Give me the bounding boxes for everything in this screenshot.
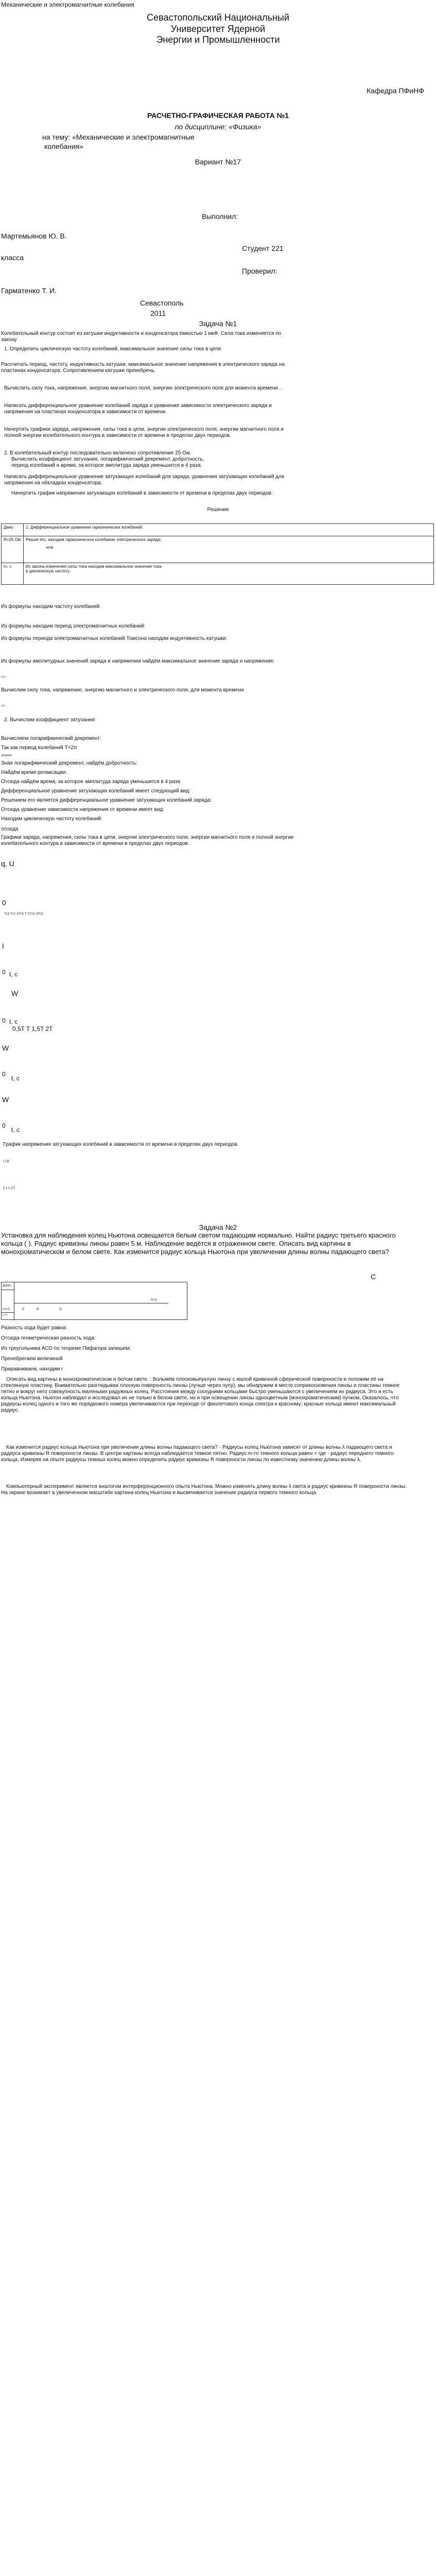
topic-line-1: на тему: «Механические и электромагнитные	[42, 133, 195, 141]
solution-diff-solution: Решением его является дифференциальное уравнение затухающих колебаний заряда:	[1, 798, 212, 803]
solution-energy-moment: Вычислим силу тока, напряжение, энергию магнитного и электрического поля, для момента времени	[1, 687, 244, 693]
task1-question-8: Начертить график напряжения затухающих колебаний в зависимости от времени в пределах двух периодов.	[11, 490, 273, 496]
graph-t-label-2: t, с	[9, 971, 18, 978]
diagram-d2: D	[59, 1308, 62, 1311]
graph-ticks-1: T/4 T/2 3T/4 T 5T/4 3T/2	[4, 912, 43, 916]
task2-step-5: Приравниваем, находим r	[1, 1366, 63, 1372]
given-header: Дано	[2, 524, 24, 536]
diagram-r-minus-d: R-d	[151, 1298, 157, 1302]
solution-frequency: Из формулы находим частоту колебаний:	[1, 604, 101, 609]
given-time: t=, с	[2, 563, 24, 585]
task2-radius-change: Как изменится радиус кольца Ньютона при увеличении длины волны падающего света? - Радиусы колец Ньютона зависят от длины волны λ падающего света и радиуса кривизны R поверхности линзы. В центре картины всегда наблюдается темное пятно. Радиус m-го темного кольца равен = где - радиус переднего темного кольца. Измеряя на опыте радиусы темных колец можно определить радиус кривизны R поверхности линзы по известному значению длины волны λ.	[1, 1445, 394, 1463]
current-max-text-2: в циклическую частоту:	[26, 569, 71, 573]
university-line-3: Энергии и Промышленности	[156, 35, 280, 45]
graph-t-label-3: t, с	[9, 1018, 18, 1025]
task1-question-6-line-3: период колебаний и время, за которое амплитуда заряда уменьшится в 4 раза.	[11, 463, 202, 468]
graph-u-label: U,B	[3, 1160, 9, 1163]
task1-intro: Колебательный контур состоит из катушки индуктивности и конденсатора ёмкостью 1 мкФ. Сила тока изменяется по закону	[1, 331, 282, 343]
solution-amplitudes: Из формулы амплитудных значений заряда и напряжения найдём максимальное значение заряда и напряжения:	[1, 658, 274, 664]
task1-title: Задача №1	[199, 319, 237, 328]
task1-question-3: Вычислить силу тока, напряжения, энергию магнитного поля, энергию электрического поля для момента времени .	[4, 385, 281, 391]
task1-question-2: Рассчитать период, частоту, индуктивность катушки, максимальное значение напряжения в электрического заряда на пластинах конденсатора. Сопротивлением катушки пренебречь.	[1, 362, 285, 374]
harmonic-solution-cell	[24, 536, 434, 563]
solution-graphs-description: Графики заряда, напряжения, силы тока в цепи, энергии электрического поля, энергии магнитного поля и полной энергии колебательного контура в зависимости от времени в пределах двух периодов.	[1, 835, 294, 846]
task1-question-6-line-2: Вычислить коэффициент затухания, логарифмический декремент, добротность,	[11, 456, 204, 462]
graph-zero-5: 0	[2, 1122, 6, 1129]
graph-w-label-2: W	[2, 1044, 9, 1052]
graph-ticks-3: 0,5T T 1,5T 2T	[12, 1025, 53, 1032]
graph-current-label: I	[2, 942, 4, 950]
graph-zero-1: 0	[2, 899, 6, 907]
checked-by-label: Проверил:	[242, 267, 277, 275]
task2-given-label: Дано	[3, 1284, 11, 1287]
solution-energy-note: =>	[1, 704, 6, 708]
task2-step-3: Из треугольника АСD по теореме Пифагора запишем:	[1, 1346, 131, 1351]
task1-question-4: Написать дифференциальное уравнение колебаний заряда и уравнения зависимости электрического заряда и напряжения на пластинах конденсатора в зависимости от времени.	[4, 403, 272, 415]
graph-w-label-1: W	[11, 989, 19, 997]
task2-given-r: r-?	[3, 1314, 7, 1317]
year-label: 2011	[150, 309, 166, 317]
solution-damping: 2. Вычислим коэффициент затухания:	[4, 717, 96, 723]
task2-title: Задача №2	[199, 1223, 237, 1231]
harmonic-solution-text: Решая его, находим гармоническое колебание электрического заряда:	[26, 537, 162, 542]
task2-computer-experiment: Компьютерный эксперимент является аналогом интерференционного опыта Ньютона. Можно изменять длину волны λ света и радиус кривизны R поверхности линзы. На экране возникает в увеличенном масштабе картина колец Ньютона и высвечивается значение радиуса первого темного кольца.	[1, 1484, 407, 1496]
task2-step-4: Пренебрегаем величиной	[1, 1356, 63, 1362]
teacher-name: Гарматенко Т. И.	[1, 286, 57, 295]
task1-question-1: 1. Определить циклическую частоту колебаний, максимальное значение силы тока в цепи.	[4, 346, 222, 352]
solution-amplitudes-note: =>:	[1, 675, 7, 679]
solution-relaxation: Найдём время релаксации:	[1, 770, 67, 775]
diagram-b: B	[37, 1308, 39, 1311]
graph-damped-caption: График напряжения затухающих колебаний в зависимости от времени в пределах двух периодов.	[3, 1142, 239, 1147]
graph-ticks-6: 0 t,c 2T	[3, 1187, 15, 1190]
university-line-2: Университет Ядерной	[170, 24, 266, 34]
given-divider-2	[2, 1312, 14, 1313]
solution-diff-eq: Дифференциальное уравнение затухающих колебаний имеет следующий вид:	[1, 788, 190, 794]
task1-question-6-line-1: 2. В колебательный контур последовательно включено сопротивление 25 Ом.	[4, 450, 191, 456]
solution-log-decrement: Вычисляем логарифмический декремент:	[1, 736, 101, 741]
student-group: Студент 221	[242, 244, 284, 252]
task2-given-m: m=3	[3, 1308, 10, 1311]
document-title-header: Механические и электромагнитные колебания	[1, 1, 134, 8]
task2-given-box	[1, 1282, 187, 1320]
graph-t-label-5: t, с	[11, 1126, 20, 1133]
solution-cyclic-frequency: Находим циклическую частоту колебаний:	[1, 816, 102, 822]
work-title: РАСЧЕТНО-ГРАФИЧЕСКАЯ РАБОТА №1	[147, 111, 289, 120]
city-label: Севастополь	[140, 299, 184, 307]
class-word: класса	[1, 253, 24, 262]
current-max-text: Из закона изменения силы тока находим максимальное значение тока	[26, 564, 162, 569]
done-by-label: Выполнил:	[202, 212, 238, 221]
university-line-1: Севастопольский Национальный	[147, 12, 289, 23]
diagram-d: d	[22, 1308, 24, 1311]
topic-line-2: колебания»	[44, 142, 83, 150]
student-name: Мартемьянов Ю. В.	[1, 232, 67, 240]
graph-zero-4: 0	[2, 1071, 6, 1078]
solution-period-small: значит	[1, 754, 12, 757]
solution-quarter-time: Отсюда найдём время, за которое амплитуда заряда уменьшится в 4 раза	[1, 779, 180, 785]
given-resistance: R=25 Ом	[2, 536, 24, 563]
solution-period-note: Так как период колебаний T=2π	[1, 745, 77, 751]
task2-step-1: Разность хода будет равна:	[1, 1325, 67, 1331]
solution-voltage-eq: Отсюда уравнение зависимости напряжения от времени имеет вид:	[1, 807, 165, 812]
graph-t-label-4: t, с	[11, 1075, 20, 1082]
diagram-label-c: C	[371, 1273, 376, 1281]
graph-w-label-3: W	[2, 1095, 9, 1104]
task2-statement: Установка для наблюдения колец Ньютона освещается белым светом падающим нормально. Найти радиус третьего красного кольца ( ). Радиус кривизны линзы равен 5 м. Наблюдение ведётся в отраженном свете. Описать вид картины в монохроматическом и белом свете. Как изменится радиус кольца Ньютона при увеличении длины волны падающего света?	[1, 1231, 396, 1256]
solution-hence: отсюда	[1, 826, 19, 832]
solution-quality: Зная логарифмический декремент, найдём добротность:	[1, 760, 137, 766]
equation-header: 1. Дифференциальное уравнение гармонических колебаний:	[24, 524, 434, 536]
variant-label: Вариант №17	[195, 158, 241, 166]
department-label: Кафедра ПФиНФ	[367, 87, 424, 95]
solution-period: Из формулы находим период электромагнитных колебаний:	[1, 623, 146, 629]
solution-inductance: Из формулы периода электромагнитных колебаний Томсона находим индуктивность катушки:	[1, 636, 228, 641]
graph-zero-2: 0	[2, 969, 6, 976]
current-max-cell	[24, 563, 434, 585]
task1-question-7: Написать дифференциальное уравнение затухающих колебаний для заряда, уравнения затухающих колебаний для напряжения на обкладках конденсатора.	[4, 474, 285, 486]
task2-step-2: Отсюда геометрическая разность хода:	[1, 1335, 96, 1341]
graph-q-u-label: q, U	[1, 859, 14, 868]
harmonic-or-text: или	[46, 545, 54, 550]
task1-question-5: Начертить графики заряда, напряжения, силы тока в цепи, энергии электрического поля, энергии магнитного поля и полной энергии колебательного контура в зависимости от времени в пределах двух периодов.	[4, 427, 284, 438]
solution-label: Решение	[207, 507, 229, 513]
task2-description-picture: Описать вид картины в монохроматическом и белом свете. : Вольмём плосковыпуклую линзу с малой кривизной сферической поверхности и положим её на стеклянную пластину. Внимательно разглядывая плоскую поверхность линзы (лучше через лупу), мы обнаружим в месте соприкосновения линзы и пластины темное пятно и вокруг него совокупность маленьких радужных колец. Расстояния между соседними кольцами быстро уменьшаются с увеличением их радиуса. Это и есть кольца Ньютона. Ньютон наблюдал и исследовал их не только в белом свете, но и при освещении линзы одноцветным (монохроматическим) пучком. Оказалось, что радиусы колец одного и того же порядкового номера увеличиваются при переходе от фиолетового конца спектра к красному; красные кольца имеют максимальный радиус.	[1, 1377, 400, 1413]
task1-given-table	[1, 523, 434, 585]
discipline-line: по дисциплине: «Физика»	[175, 123, 261, 131]
graph-zero-3: 0	[2, 1017, 6, 1024]
